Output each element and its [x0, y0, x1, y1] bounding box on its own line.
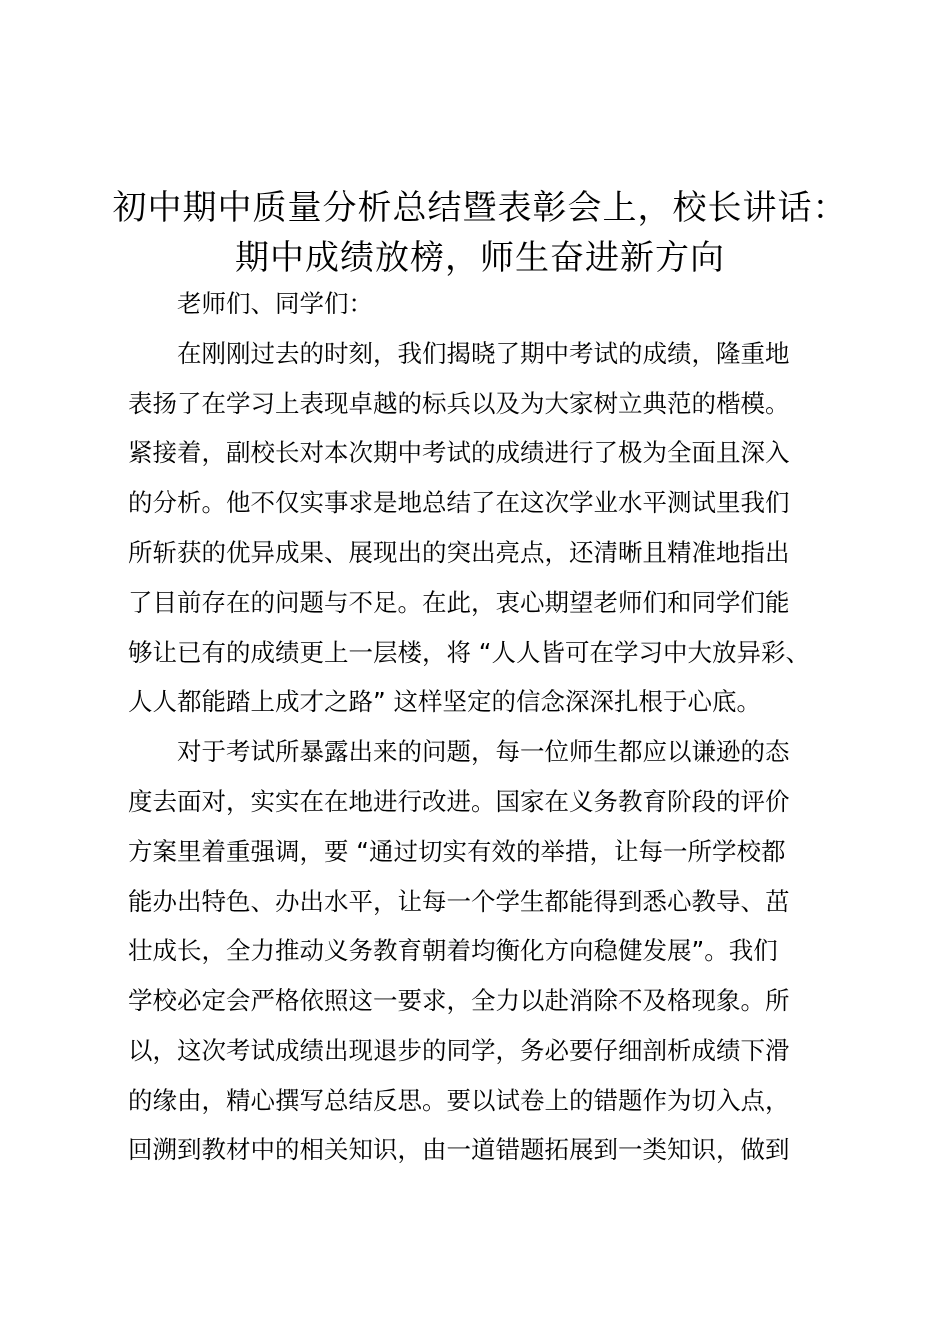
paragraph-1-line: 在刚刚过去的时刻，我们揭晓了期中考试的成绩，隆重地 [177, 339, 790, 368]
paragraph-2-line: 方案里着重强调，要 “通过切实有效的举措，让每一所学校都 [128, 837, 786, 866]
paragraph-2-line: 能办出特色、办出水平，让每一个学生都能得到悉心教导、茁 [128, 887, 790, 916]
paragraph-1-line: 了目前存在的问题与不足。在此，衷心期望老师们和同学们能 [128, 588, 790, 617]
paragraph-1-line: 所斩获的优异成果、展现出的突出亮点，还清晰且精准地指出 [128, 538, 790, 567]
paragraph-1-line: 紧接着，副校长对本次期中考试的成绩进行了极为全面且深入 [128, 438, 790, 467]
paragraph-2-line: 以，这次考试成绩出现退步的同学，务必要仔细剖析成绩下滑 [128, 1036, 790, 1065]
paragraph-2-line: 壮成长，全力推动义务教育朝着均衡化方向稳健发展”。我们 [128, 936, 778, 965]
paragraph-2-line: 回溯到教材中的相关知识，由一道错题拓展到一类知识，做到 [128, 1135, 790, 1164]
paragraph-1-line: 的分析。他不仅实事求是地总结了在这次学业水平测试里我们 [128, 488, 790, 517]
salutation: 老师们、同学们： [177, 289, 373, 318]
paragraph-2-line: 度去面对，实实在在地进行改进。国家在义务教育阶段的评价 [128, 787, 790, 816]
paragraph-1-line: 够让已有的成绩更上一层楼，将 “人人皆可在学习中大放异彩、 [128, 638, 810, 667]
document-title-line-1: 初中期中质量分析总结暨表彰会上，校长讲话： [112, 188, 848, 228]
document-title-line-2: 期中成绩放榜，师生奋进新方向 [235, 238, 725, 278]
paragraph-1-line: 表扬了在学习上表现卓越的标兵以及为大家树立典范的楷模。 [128, 389, 790, 418]
paragraph-1-line: 人人都能踏上成才之路” 这样坚定的信念深深扎根于心底。 [128, 687, 761, 716]
paragraph-2-line: 对于考试所暴露出来的问题，每一位师生都应以谦逊的态 [177, 737, 790, 766]
paragraph-2-line: 的缘由，精心撰写总结反思。要以试卷上的错题作为切入点， [128, 1086, 790, 1115]
paragraph-2-line: 学校必定会严格依照这一要求，全力以赴消除不及格现象。所 [128, 986, 790, 1015]
